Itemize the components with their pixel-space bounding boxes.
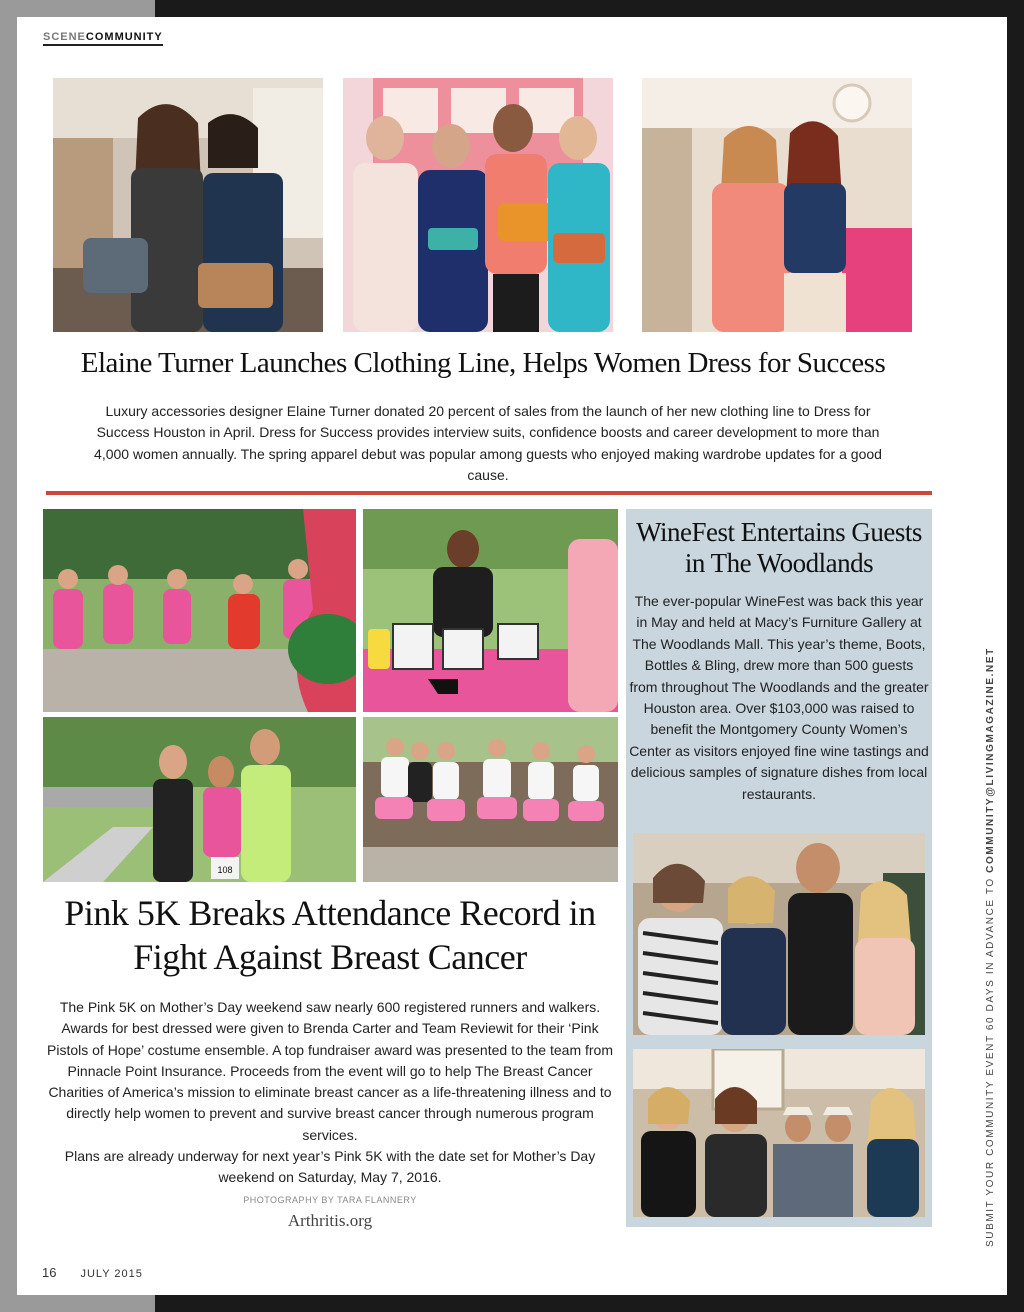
arthritis-logo: Arthritis.org [287, 1211, 373, 1230]
photo-elaine-guests-3 [642, 78, 912, 332]
photo-pink5k-finishers [43, 717, 356, 882]
winefest-body: The ever-popular WineFest was back this year in May and held at Macy’s Furniture Gallery at The Woodlands Mall. This year’s theme, Boots, Bottles & Bling, drew more than 500 guests from throughout The Woodlands and the greater Houston area. Over $103,000 was raised to benefit the Montgomery County Women’s Center as visitors enjoyed fine wine tastings and delicious samples of signature dishes from local restaurants. [629, 593, 929, 802]
photo-pink5k-runners [43, 509, 356, 712]
magazine-page [17, 17, 1007, 1295]
submit-event-prefix: SUBMIT YOUR COMMUNITY EVENT 60 DAYS IN ADVANCE TO [985, 872, 996, 1247]
elaine-headline: Elaine Turner Launches Clothing Line, Helps Women Dress for Success [80, 347, 886, 379]
submit-event-email[interactable]: COMMUNITY@LIVINGMAGAZINE.NET [985, 647, 996, 873]
photo-winefest-guests-2 [633, 1049, 925, 1217]
photo-pink5k-booth [363, 509, 618, 712]
section-tag-scene: SCENE [43, 31, 86, 43]
pink5k-headline [47, 891, 613, 979]
pink5k-body-paragraph-2: Plans are already underway for next year’s Pink 5K with the date set for Mother’s Day weekend on Saturday, May 7, 2016. [64, 1148, 596, 1186]
issue-month: JULY 2015 [80, 1268, 143, 1280]
photo-winefest-guests-1 [633, 833, 925, 1035]
photo-credit: PHOTOGRAPHY BY TARA FLANNERY [243, 1195, 417, 1205]
section-divider [46, 491, 932, 495]
winefest-headline [626, 517, 932, 579]
winefest-headline-line2: in The Woodlands [684, 548, 874, 578]
pink5k-headline-line2: Fight Against Breast Cancer [133, 937, 527, 977]
winefest-headline-line1: WineFest Entertains Guests [636, 517, 922, 547]
photo-elaine-guests-1 [53, 78, 323, 332]
submit-event-notice [985, 647, 996, 1247]
photo-elaine-guests-2 [343, 78, 613, 332]
pink5k-body [47, 997, 613, 1189]
section-tag [43, 31, 163, 46]
page-footer [42, 1265, 143, 1280]
pink5k-headline-line1: Pink 5K Breaks Attendance Record in [64, 893, 596, 933]
section-tag-community: COMMUNITY [85, 31, 163, 43]
photo-pink5k-team [363, 717, 618, 882]
elaine-body: Luxury accessories designer Elaine Turner donated 20 percent of sales from the launch of her new clothing line to Dress for Success Houston in April. Dress for Success provides interview suits, confidence boosts and career development to more than 4,000 women annually. The spring apparel debut was popular among guests who enjoyed making wardrobe updates for a good cause. [94, 403, 882, 483]
page-number: 16 [42, 1265, 57, 1280]
race-bib-number: 108 [217, 865, 233, 875]
pink5k-body-paragraph-1: The Pink 5K on Mother’s Day weekend saw nearly 600 registered runners and walkers. Awards for best dressed were given to Brenda Carter and Team Reviewit for their ‘Pink Pistols of Hope’ costume ensemble. A top fundraiser award was presented to the team from Pinnacle Point Insurance. Proceeds from the event will go to help The Breast Cancer Charities of America’s mission to eliminate breast cancer as a life-threatening illness and to directly help women to prevent and survive breast cancer through numerous program services. [47, 999, 613, 1143]
